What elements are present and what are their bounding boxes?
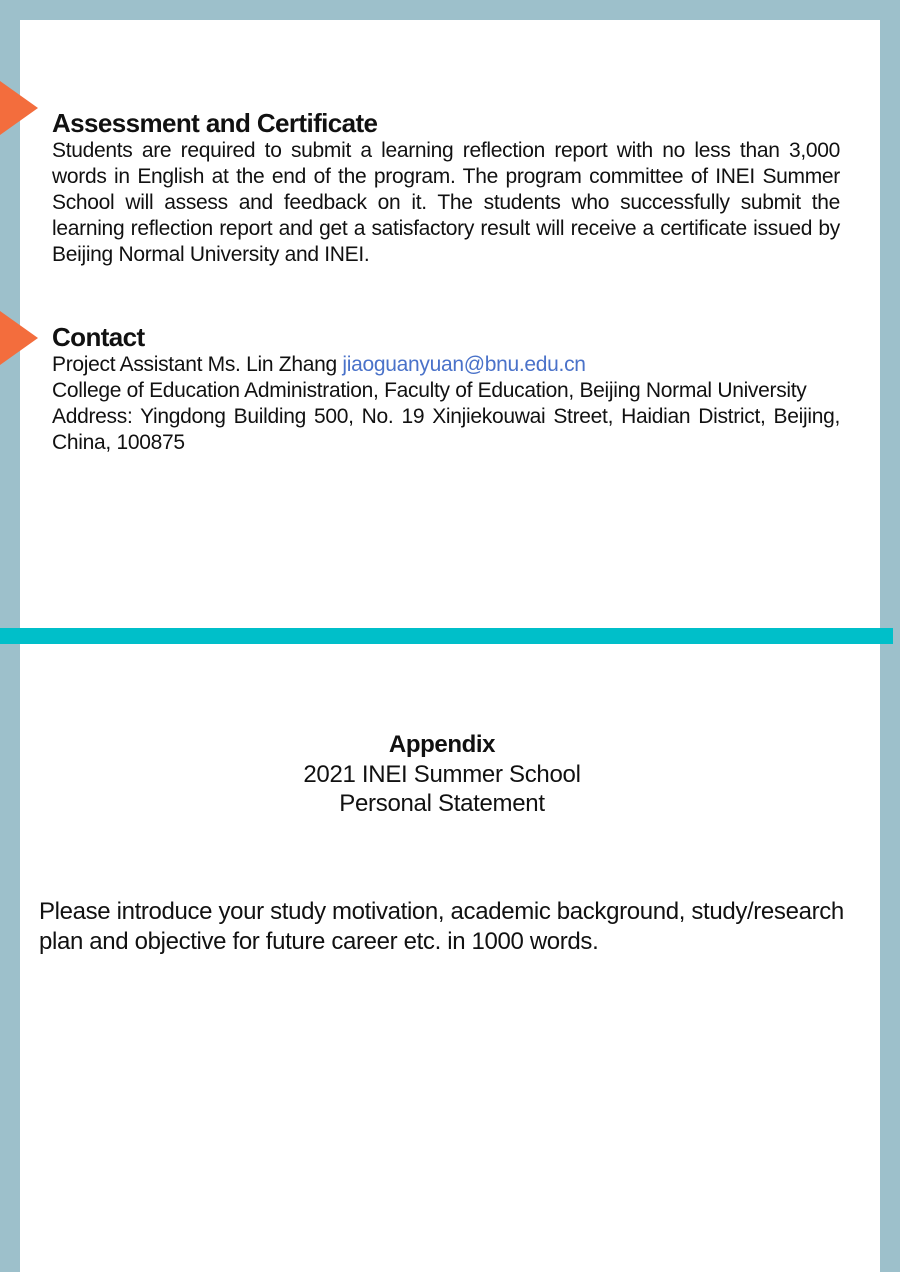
section-divider [0, 628, 893, 644]
appendix-header [0, 730, 884, 818]
personal-statement-prompt: Please introduce your study motivation, academic background, study/research plan and objective for future career etc. in 1000 words. [39, 898, 844, 955]
triangle-marker-icon [0, 311, 38, 365]
assessment-body: Students are required to submit a learning reflection report with no less than 3,000 words in English at the end of the program. The program committee of INEI Summer School will assess and feedback on it. The students who successfully submit the learning reflection report and get a satisfactory result will receive a certificate issued by Beijing Normal University and INEI. [52, 139, 840, 266]
assessment-heading: Assessment and Certificate [52, 108, 378, 138]
contact-heading: Contact [52, 322, 145, 352]
contact-college: College of Education Administration, Faculty of Education, Beijing Normal University [52, 379, 807, 402]
appendix-title: Appendix [388, 731, 496, 758]
contact-assistant-line [52, 352, 840, 378]
contact-section [52, 322, 840, 456]
contact-assistant-label: Project Assistant Ms. Lin Zhang [52, 353, 343, 376]
contact-address: Address: Yingdong Building 500, No. 19 Xinjiekouwai Street, Haidian District, Beijing, China, 100875 [52, 405, 840, 454]
triangle-marker-icon [0, 81, 38, 135]
appendix-subtitle-line1: 2021 INEI Summer School [303, 761, 581, 788]
assessment-section [52, 108, 840, 268]
contact-email-link[interactable]: jiaoguanyuan@bnu.edu.cn [342, 353, 586, 376]
appendix-subtitle-line2: Personal Statement [339, 790, 545, 817]
